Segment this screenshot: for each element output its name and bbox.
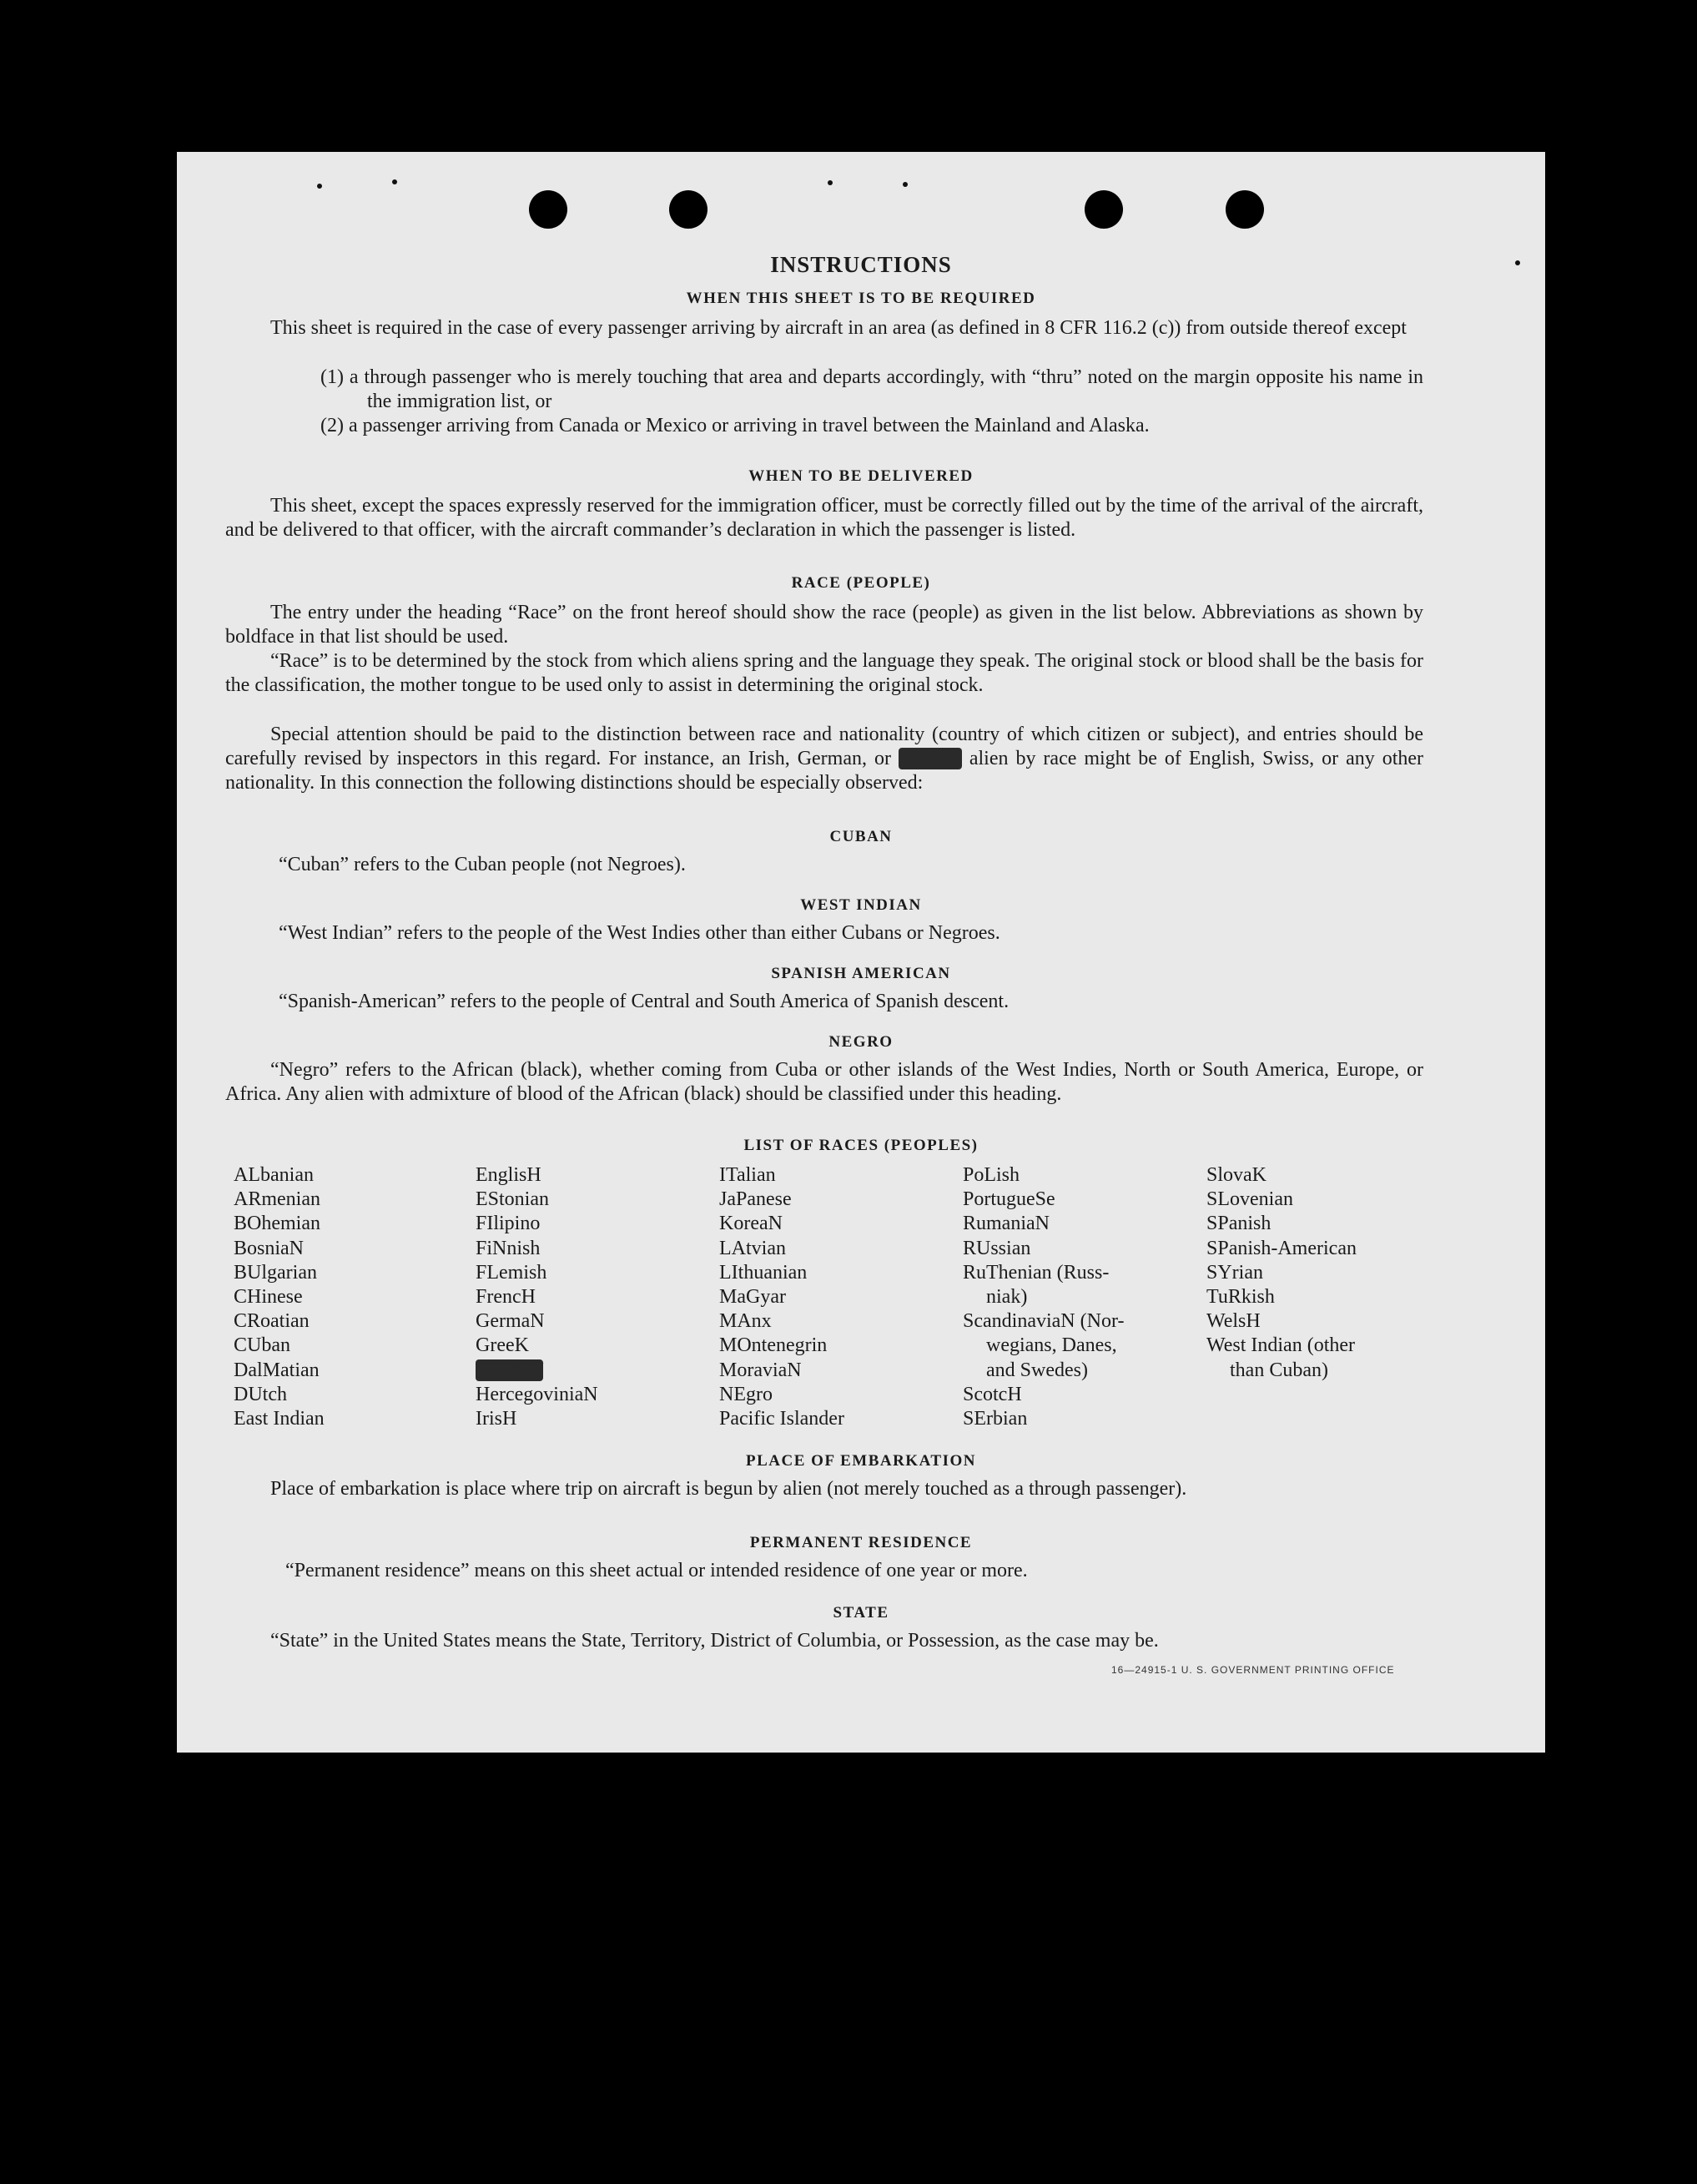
para-state: “State” in the United States means the State, Territory, District of Columbia, or Possession, as the case may be. <box>270 1630 1159 1652</box>
heading-embarkation: PLACE OF EMBARKATION <box>746 1452 976 1470</box>
races-col-1: ALbanian ARmenian BOhemian BosniaN BUlgarian CHinese CRoatian CUban DalMatian DUtch East Indian <box>234 1164 325 1430</box>
para-required-item2: (2) a passenger arriving from Canada or Mexico or arriving in travel between the Mainland and Alaska. <box>320 415 1150 436</box>
races-col-5: SlovaK SLovenian SPanish SPanish-American SYrian TuRkish WelsH West Indian (other than Cuban) <box>1206 1164 1357 1381</box>
para-race-3 <box>225 723 1423 795</box>
races-col-3: ITalian JaPanese KoreaN LAtvian LIthuanian MaGyar MAnx MOntenegrin MoraviaN NEgro Pacific Islander <box>719 1164 844 1430</box>
speck <box>903 182 908 187</box>
para-race-2: “Race” is to be determined by the stock from which aliens spring and the language they speak. The original stock or blood shall be the basis for the classification, the mother tongue to be used only to assist in determining the original stock. <box>225 650 1423 696</box>
heading-negro: NEGRO <box>828 1033 894 1051</box>
para-delivered: This sheet, except the spaces expressly reserved for the immigration officer, must be correctly filled out by the time of the arrival of the aircraft, and be delivered to that officer, with the aircraft commander’s declaration in which the passenger is listed. <box>225 495 1423 541</box>
punch-hole <box>1226 190 1264 229</box>
races-col-4: PoLish PortugueSe RumaniaN RUssian RuThenian (Russ- niak) ScandinaviaN (Nor- wegians, Danes, and Swedes) ScotcH SErbian <box>963 1164 1125 1430</box>
races-col-2: EnglisH EStonian FIlipino FiNnish FLemish FrencH GermaN GreeK HebreW HercegoviniaN IrisH <box>476 1164 598 1430</box>
instruction-sheet <box>177 152 1545 1753</box>
heading-state: STATE <box>833 1604 889 1622</box>
para-negro: “Negro” refers to the African (black), whether coming from Cuba or other islands of the West Indies, North or South America, Europe, or Africa. Any alien with admixture of blood of the African (black) should be classified under this heading. <box>225 1059 1423 1105</box>
redacted-word: Hebrew <box>898 748 962 769</box>
para-race-3a: Special attention should be paid to the distinction between race and nationality (country of which citizen or subject), and entries should be carefully revised by inspectors in this regard. For instance, an Irish, German, or <box>225 724 1423 769</box>
redacted-race: HebreW <box>476 1359 544 1381</box>
para-required-intro: This sheet is required in the case of every passenger arriving by aircraft in an area (as defined in 8 CFR 116.2 (c)) from outside thereof except <box>270 317 1407 339</box>
printer-imprint: 16—24915-1 U. S. GOVERNMENT PRINTING OFFICE <box>1111 1664 1395 1676</box>
punch-hole <box>669 190 708 229</box>
heading-cuban: CUBAN <box>829 828 893 845</box>
para-race-1: The entry under the heading “Race” on the front hereof should show the race (people) as given in the list below. Abbreviations as shown by boldface in that list should be used. <box>225 602 1423 648</box>
speck <box>317 184 322 189</box>
heading-list-of-races: LIST OF RACES (PEOPLES) <box>743 1137 979 1154</box>
punch-hole <box>1085 190 1123 229</box>
para-required-item1: (1) a through passenger who is merely touching that area and departs accordingly, with “thru” noted on the margin opposite his name in the immigration list, or <box>320 366 1423 412</box>
speck <box>828 180 833 185</box>
heading-residence: PERMANENT RESIDENCE <box>749 1534 973 1551</box>
heading-delivered: WHEN TO BE DELIVERED <box>748 467 974 485</box>
para-race-3b: alien by race might be of English, Swiss, or any other nationality. In this connection the following distinctions should be especially observed: <box>225 748 1424 794</box>
para-cuban: “Cuban” refers to the Cuban people (not Negroes). <box>279 854 686 875</box>
para-spanish-american: “Spanish-American” refers to the people of Central and South America of Spanish descent. <box>279 991 1010 1012</box>
punch-hole <box>529 190 567 229</box>
races-list <box>234 1163 1420 1431</box>
speck <box>392 179 397 184</box>
para-west-indian: “West Indian” refers to the people of the West Indies other than either Cubans or Negroes. <box>279 922 1000 944</box>
page-title: INSTRUCTIONS <box>770 252 952 277</box>
heading-race: RACE (PEOPLE) <box>791 574 931 592</box>
para-embarkation: Place of embarkation is place where trip on aircraft is begun by alien (not merely touched as a through passenger). <box>270 1478 1187 1500</box>
heading-required: WHEN THIS SHEET IS TO BE REQUIRED <box>686 290 1036 307</box>
heading-spanish-american: SPANISH AMERICAN <box>771 965 951 982</box>
heading-west-indian: WEST INDIAN <box>800 896 922 914</box>
para-residence: “Permanent residence” means on this sheet actual or intended residence of one year or more. <box>285 1560 1028 1581</box>
